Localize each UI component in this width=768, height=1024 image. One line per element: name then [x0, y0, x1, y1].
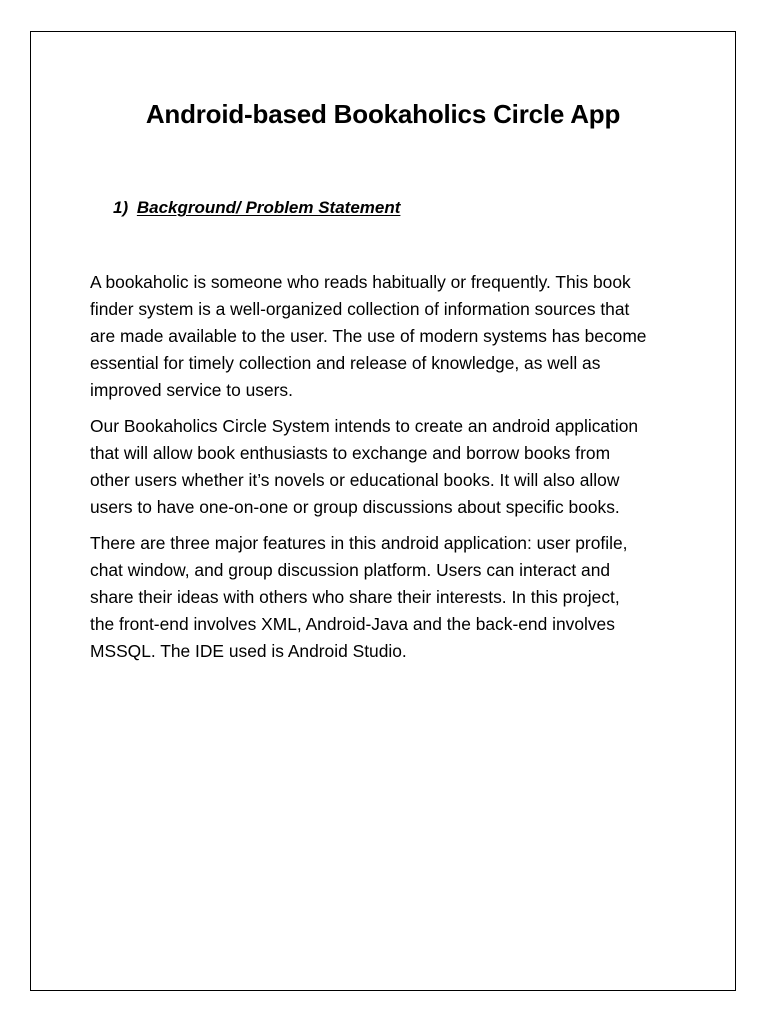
paragraph-line: improved service to users. [90, 380, 293, 400]
paragraph-line: MSSQL. The IDE used is Android Studio. [90, 641, 407, 661]
paragraph-line: A bookaholic is someone who reads habitually or frequently. This book [90, 272, 631, 292]
section-number: 1) [113, 198, 129, 217]
paragraph-line: the front-end involves XML, Android-Java and the back-end involves [90, 614, 615, 634]
paragraph-line: chat window, and group discussion platform. Users can interact and [90, 560, 611, 580]
paragraph-3 [90, 530, 690, 665]
paragraph-line: Our Bookaholics Circle System intends to create an android application [90, 416, 639, 436]
paragraph-1 [90, 269, 690, 404]
section-title: Background/ Problem Statement [136, 198, 401, 217]
document-title: Android-based Bookaholics Circle App [145, 99, 621, 129]
section-heading [113, 196, 400, 220]
paragraph-line: other users whether it’s novels or educational books. It will also allow [90, 470, 620, 490]
paragraph-line: users to have one-on-one or group discussions about specific books. [90, 497, 620, 517]
paragraph-line: that will allow book enthusiasts to exchange and borrow books from [90, 443, 611, 463]
paragraph-line: share their ideas with others who share their interests. In this project, [90, 587, 620, 607]
paragraph-line: are made available to the user. The use of modern systems has become [90, 326, 647, 346]
paragraph-line: essential for timely collection and release of knowledge, as well as [90, 353, 601, 373]
paragraph-2 [90, 413, 690, 521]
paragraph-line: finder system is a well-organized collection of information sources that [90, 299, 630, 319]
paragraph-line: There are three major features in this android application: user profile, [90, 533, 628, 553]
